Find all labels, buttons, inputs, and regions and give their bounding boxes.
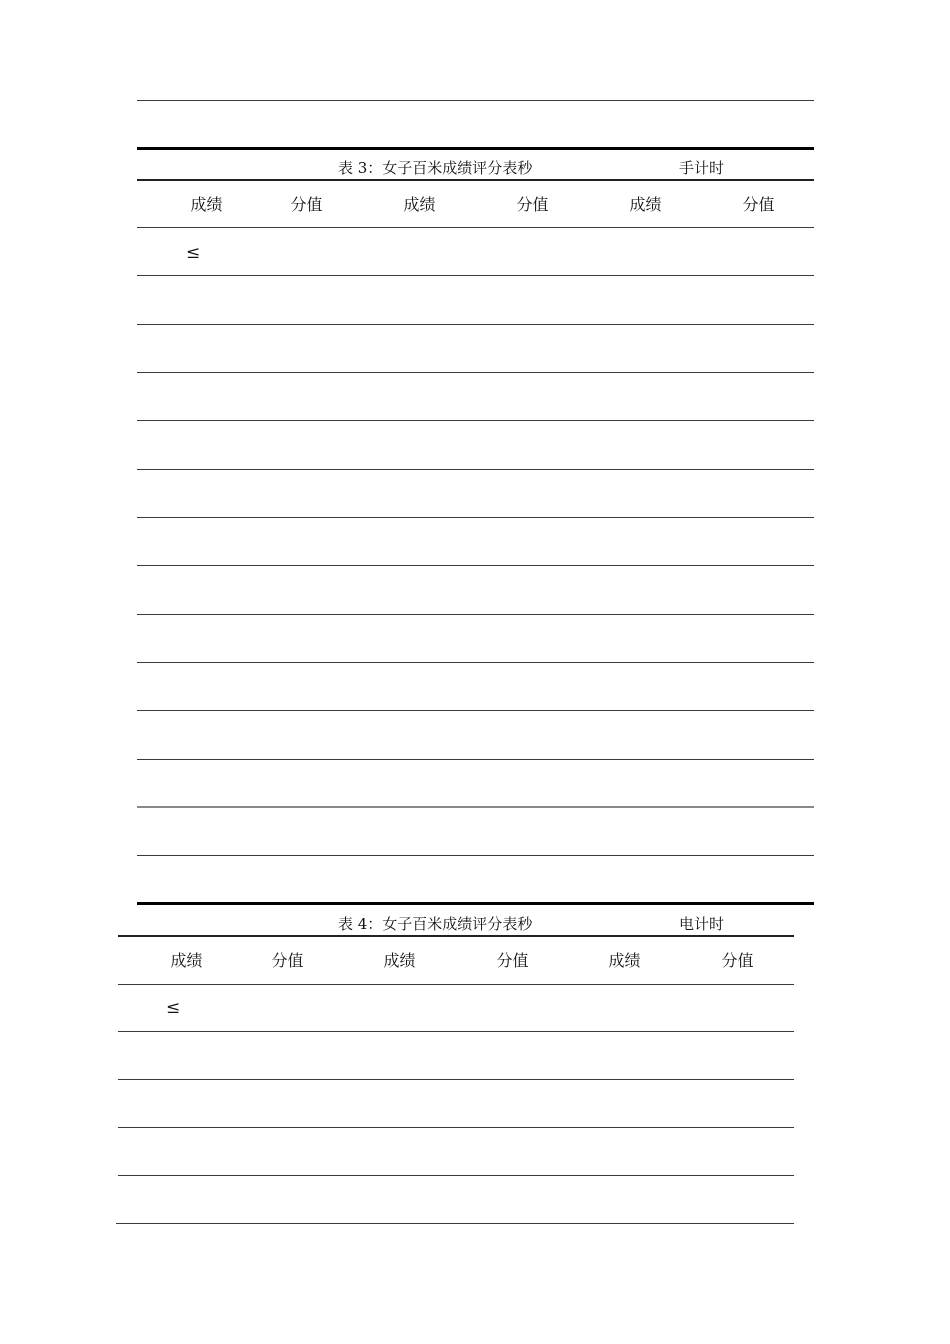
table-3-leq-symbol: ≤ (186, 243, 201, 263)
table-4-header-score-2: 成绩 (383, 951, 416, 970)
table-3-header-points-3: 分值 (742, 195, 775, 214)
table-4-header-points-3: 分值 (721, 951, 754, 970)
table-3-row-rule (137, 855, 814, 856)
table-4-row-rule (118, 1127, 794, 1128)
table-3-row-rule (137, 420, 814, 421)
table-4-header-points-1: 分值 (271, 951, 304, 970)
table-4-header-score-1: 成绩 (170, 951, 203, 970)
table-3-header-points-1: 分值 (290, 195, 323, 214)
table-3-row-rule (137, 517, 814, 518)
table-4-row-rule (118, 984, 794, 985)
table-3-bottom-border (137, 902, 814, 905)
table-3-row-rule (137, 469, 814, 470)
table-3-row-rule (137, 710, 814, 711)
table-4-leq-symbol: ≤ (166, 998, 181, 1018)
table-4-header-score-3: 成绩 (608, 951, 641, 970)
table-4-timing-label: 电计时 (679, 915, 725, 933)
table-4-bottom-border (116, 1223, 794, 1224)
table-3-row-rule (137, 806, 814, 808)
table-3-caption: 表 3：女子百米成绩评分表秒 (338, 159, 533, 177)
table-3-row-rule (137, 614, 814, 615)
table-4-caption-rule (118, 935, 794, 937)
table-3-caption-rule (137, 179, 814, 181)
table-4-row-rule (118, 1079, 794, 1080)
table-3-row-rule (137, 759, 814, 760)
table-3-header-score-1: 成绩 (190, 195, 223, 214)
table-3-row-rule (137, 565, 814, 566)
top-rule (137, 100, 814, 101)
table-3-top-border (137, 147, 814, 150)
table-3-header-points-2: 分值 (516, 195, 549, 214)
table-4-caption: 表 4：女子百米成绩评分表秒 (338, 915, 533, 933)
table-3-row-rule (137, 372, 814, 373)
table-3-row-rule (137, 275, 814, 276)
table-4-row-rule (118, 1175, 794, 1176)
table-4-row-rule (118, 1031, 794, 1032)
table-3-header-score-2: 成绩 (403, 195, 436, 214)
table-3-timing-label: 手计时 (679, 159, 725, 177)
table-3-header-score-3: 成绩 (629, 195, 662, 214)
table-3-row-rule (137, 227, 814, 228)
table-4-header-points-2: 分值 (496, 951, 529, 970)
table-3-row-rule (137, 324, 814, 325)
table-3-row-rule (137, 662, 814, 663)
